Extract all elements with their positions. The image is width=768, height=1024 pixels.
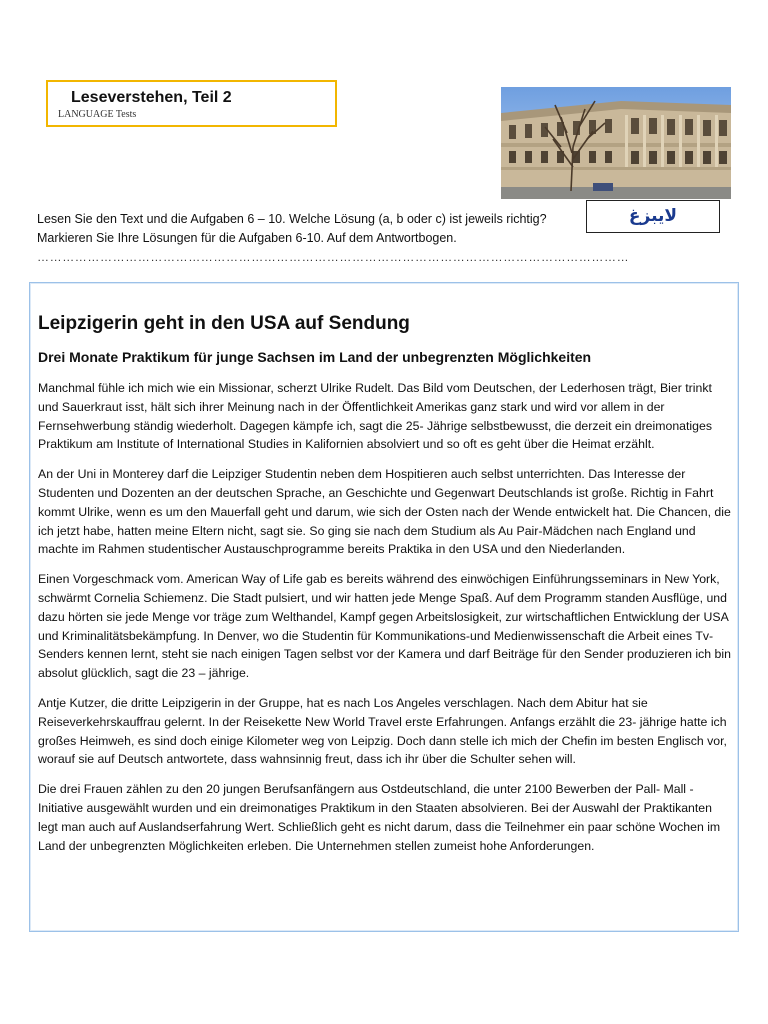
- article-subheadline: Drei Monate Praktikum für junge Sachsen im Land der unbegrenzten Möglichkeiten: [38, 349, 592, 365]
- article-box: [29, 282, 739, 932]
- article-paragraph-5: Die drei Frauen zählen zu den 20 jungen Berufsanfängern aus Ostdeutschland, die unter 2100 Bewerben der Pall- Mall -Initiative ausgewählt wurden und ein dreimonatiges Praktikum in den Staaten absolvieren. Bei der Auswahl der Praktikanten legt man auch auf Auslandserfahrung Wert. Schließlich geht es nicht darum, dass die Teilnehmer ein paar schöne Wochen im Land der unbegrenzten Möglichkeiten erleben. Die Unternehmen stellen zumeist hohe Anforderungen.: [38, 782, 721, 853]
- article-headline: Leipzigerin geht in den USA auf Sendung: [38, 313, 410, 334]
- instruction-line-2: Markieren Sie Ihre Lösungen für die Aufgaben 6-10. Auf dem Antwortbogen.: [37, 231, 457, 245]
- dotted-separator: ……………………………………………………………………………………………………………………………: [37, 250, 630, 264]
- article-paragraph-3: Einen Vorgeschmack vom. American Way of Life gab es bereits während des einwöchigen Einführungsseminars in New York, schwärmt Cornelia Schiemenz. Die Stadt pulsiert, und wir hatten jede Menge Spaß. Auf dem Programm standen Ausflüge, und dazu hörten sie jede Menge vor träge zum Welthandel, Kampf gegen Arbeitslosigkeit, zur wirtschaftlichen Entwicklung der USA und Kriminalitätsbekämpfung. In Denver, wo die Studentin für Kommunikations-und Medienwissenschaft die Arbeit eines Tv- Senders kennen lernt, steht sie nach einigen Tagen selbst vor der Kamera und darf Beiträge für den Sender produzieren ich bin absolut glücklich, sagt die 23 – jährige.: [38, 572, 731, 681]
- article-paragraph-4: Antje Kutzer, die dritte Leipzigerin in der Gruppe, hat es nach Los Angeles verschlagen. Nach dem Abitur hat sie Reiseverkehrskauffrau gelernt. In der Reisekette New World Travel erste Erfahrungen. Anfangs erzählt die 23- jährige hatte ich großes Heimweh, es sind doch einige Kilometer weg von Leipzig. Doch dann stelle ich mich der Chefin im besten Englisch vor, worauf sie auf Deutsch antwortete, dass wahnsinnig freut, dass ich ihr über die Schulter sehen will.: [38, 695, 727, 767]
- building-photo: [501, 87, 731, 199]
- city-label-box: [586, 200, 720, 233]
- city-label: لايبزغ: [628, 206, 678, 226]
- article-paragraph-1: Manchmal fühle ich mich wie ein Missionar, scherzt Ulrike Rudelt. Das Bild vom Deutschen, der Lederhosen trägt, Bier trinkt und Sauerkraut isst, hält sich ihrer Meinung nach in der Öffentlichkeit Amerikas ganz stark und wird vor allem in der Fernsehwerbung ständig wiederholt. Dagegen kämpfe ich, sagt die 25- Jährige selbstbewusst, die derzeit ein dreimonatiges Praktikum am Institute of International Studies in Kalifornien absolviert und so oft es geht über die Heimat erzählt.: [38, 381, 712, 452]
- article-paragraph-2: An der Uni in Monterey darf die Leipziger Studentin neben dem Hospitieren auch selbst unterrichten. Das Interesse der Studenten und Dozenten an der deutschen Sprache, an Geschichte und Gegenwart Deutschlands ist große. Richtig in Fahrt kommt Ulrike, wenn es um den Mauerfall geht und darum, wie sich der Osten nach der Wende entwickelt hat. Die Chancen, die ich jetzt habe, hatten meine Eltern nicht, sagt sie. So ging sie nach dem Studium als Au Pair-Mädchen nach England und machte im Rahmen studentischer Austauschprogramme bereits Praktika in den USA und den Niederlanden.: [38, 467, 731, 557]
- section-title: Leseverstehen, Teil 2: [71, 89, 232, 106]
- instruction-line-1: Lesen Sie den Text und die Aufgaben 6 – 10. Welche Lösung (a, b oder c) ist jeweils richtig?: [37, 212, 547, 226]
- section-subtitle: LANGUAGE Tests: [58, 109, 137, 120]
- section-title-box: [46, 80, 337, 127]
- task-instructions: [37, 210, 577, 248]
